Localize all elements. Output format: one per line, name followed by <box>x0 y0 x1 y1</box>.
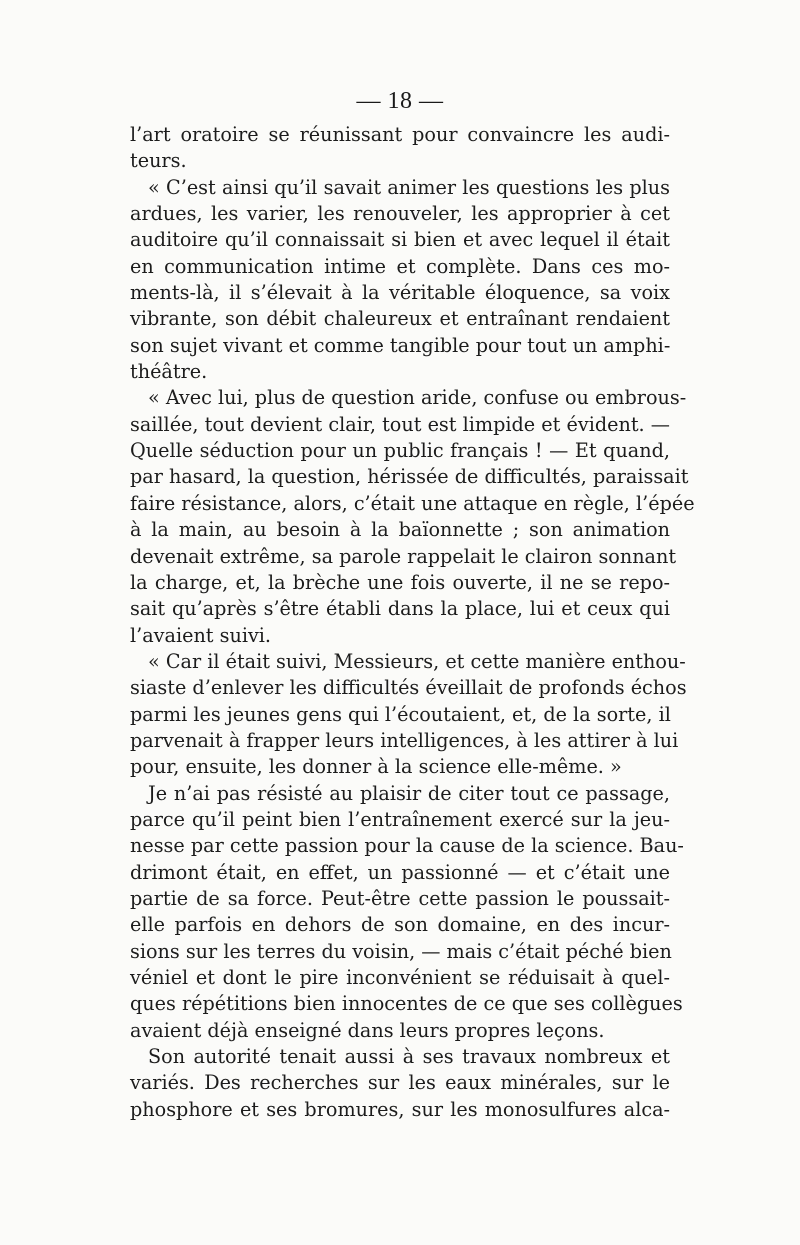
text-line: variés. Des recherches sur les eaux minérales, sur le <box>130 1071 670 1095</box>
text-line: devenait extrême, sa parole rappelait le clairon sonnant <box>130 544 677 568</box>
text-line: « C’est ainsi qu’il savait animer les questions les plus <box>148 175 670 199</box>
text-line: Son autorité tenait aussi à ses travaux nombreux et <box>148 1045 670 1069</box>
text-line: elle parfois en dehors de son domaine, en des incur- <box>130 913 670 937</box>
text-line: partie de sa force. Peut-être cette passion le poussait- <box>130 886 670 910</box>
text-line: phosphore et ses bromures, sur les monosulfures alca- <box>130 1097 670 1121</box>
text-line: vibrante, son débit chaleureux et entraînant rendaient <box>130 307 670 331</box>
text-line: « Avec lui, plus de question aride, confuse ou embrous- <box>148 386 687 410</box>
text-line: ques répétitions bien innocentes de ce que ses collègues <box>130 992 683 1016</box>
text-line: sions sur les terres du voisin, — mais c’était péché bien <box>130 939 672 963</box>
text-line: véniel et dont le pire inconvénient se réduisait à quel- <box>130 966 670 989</box>
text-line: son sujet vivant et comme tangible pour tout un amphi- <box>130 333 671 357</box>
text-line: théâtre. <box>130 360 208 384</box>
text-line: auditoire qu’il connaissait si bien et avec lequel il était <box>130 228 670 252</box>
text-line: pour, ensuite, les donner à la science elle-même. » <box>130 755 622 779</box>
text-line: teurs. <box>130 149 187 173</box>
text-line: Quelle séduction pour un public français ! — Et quand, <box>130 439 670 463</box>
text-line: avaient déjà enseigné dans leurs propres leçons. <box>130 1018 605 1042</box>
text-line: par hasard, la question, hérissée de difficultés, paraissait <box>130 465 689 489</box>
text-line: drimont était, en effet, un passionné — et c’était une <box>130 860 670 884</box>
text-line: Je n’ai pas résisté au plaisir de citer tout ce passage, <box>148 781 670 805</box>
text-line: faire résistance, alors, c’était une attaque en règle, l’épée <box>130 491 695 515</box>
text-line: l’avaient suivi. <box>130 623 272 647</box>
text-line: en communication intime et complète. Dans ces mo- <box>130 254 670 278</box>
text-line: sait qu’après s’être établi dans la place, lui et ceux qui <box>130 597 670 621</box>
text-line: parce qu’il peint bien l’entraînement exercé sur la jeu- <box>130 807 670 831</box>
text-line: parmi les jeunes gens qui l’écoutaient, et, de la sorte, il <box>130 702 671 726</box>
body-text <box>130 122 695 1123</box>
text-line: à la main, au besoin à la baïonnette ; son animation <box>130 518 670 542</box>
text-line: l’art oratoire se réunissant pour convaincre les audi- <box>130 123 670 146</box>
text-line: la charge, et, la brèche une fois ouverte, il ne se repo- <box>130 570 670 594</box>
text-line: parvenait à frapper leurs intelligences, à les attirer à lui <box>130 728 679 752</box>
text-line: nesse par cette passion pour la cause de la science. Bau- <box>130 834 684 858</box>
text-line: saillée, tout devient clair, tout est limpide et évident. — <box>130 412 670 436</box>
page-number: — 18 — <box>356 88 444 114</box>
text-line: siaste d’enlever les difficultés éveillait de profonds échos <box>130 676 687 700</box>
text-line: ments-là, il s’élevait à la véritable éloquence, sa voix <box>130 281 670 305</box>
text-line: « Car il était suivi, Messieurs, et cette manière enthou- <box>148 649 686 673</box>
text-line: ardues, les varier, les renouveler, les approprier à cet <box>130 202 670 226</box>
